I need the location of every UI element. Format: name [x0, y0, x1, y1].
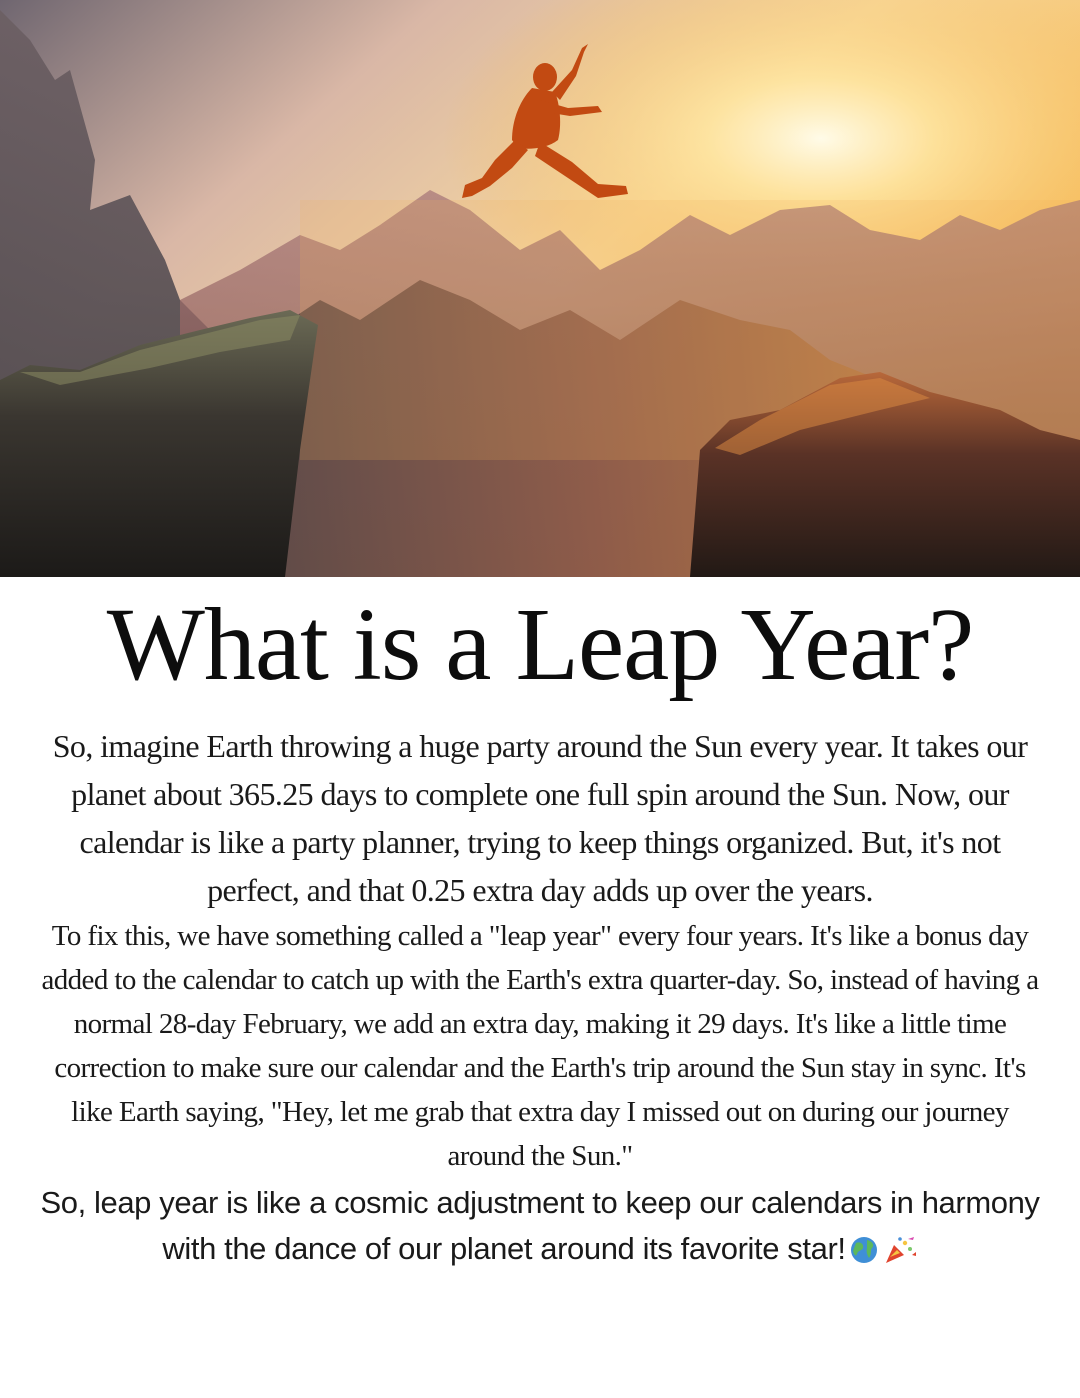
article-body — [40, 722, 1040, 1272]
paragraph-intro: So, imagine Earth throwing a huge party around the Sun every year. It takes our planet about 365.25 days to complete one full spin around the Sun. Now, our calendar is like a party planner, trying to keep things organized. But, it's not perfect, and that 0.25 extra day adds up over the years. — [52, 728, 1028, 908]
party-popper-icon — [886, 1237, 916, 1263]
globe-icon — [850, 1235, 918, 1265]
page-title: What is a Leap Year? — [106, 587, 974, 702]
paragraph-leap-year: To fix this, we have something called a "leap year" every four years. It's like a bonus day added to the calendar to catch up with the Earth's extra quarter-day. So, instead of having a normal 28-day February, we add an extra day, making it 29 days. It's like a little time correction to make sure our calendar and the Earth's trip around the Sun stay in sync. It's like Earth saying, "Hey, let me grab that extra day I missed out on during our journey around the Sun." — [41, 920, 1039, 1172]
hero-photo — [0, 0, 1080, 577]
mountain-leap-illustration — [0, 0, 1080, 577]
paragraph-conclusion — [40, 1180, 1040, 1272]
conclusion-text: So, leap year is like a cosmic adjustment to keep our calendars in harmony with the dance of our planet around its favorite star! — [40, 1185, 1040, 1266]
